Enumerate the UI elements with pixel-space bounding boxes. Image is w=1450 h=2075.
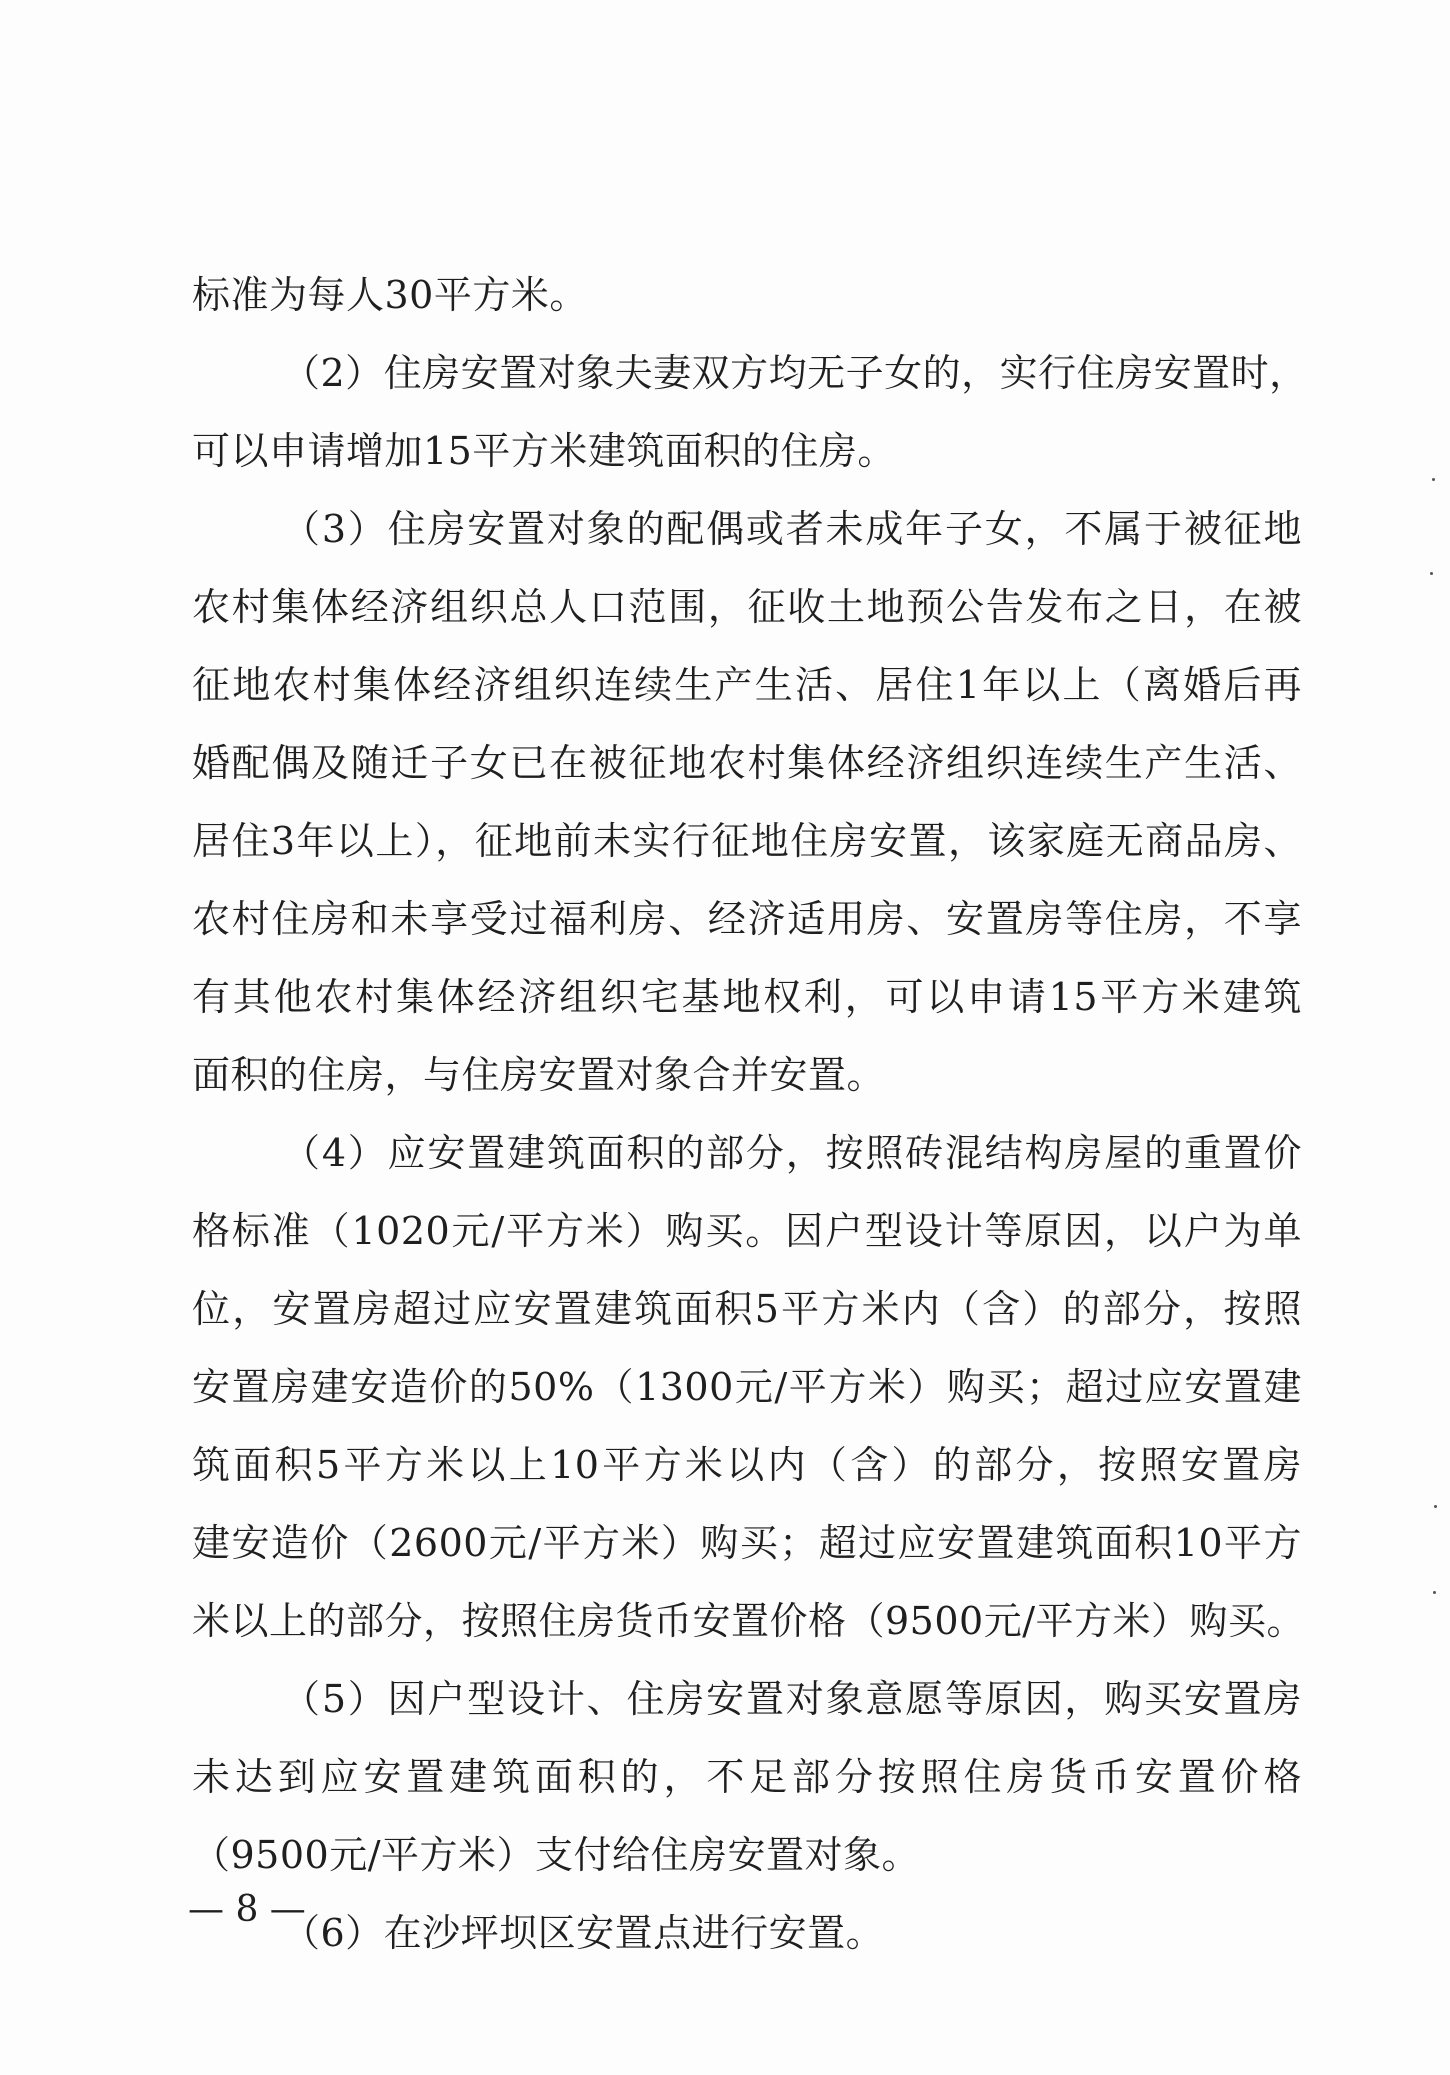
scan-speck [1434,1505,1437,1508]
page-number: — 8 — [188,1889,306,1930]
text-line: （6）在沙坪坝区安置点进行安置。 [282,1911,885,1955]
text-line: 征地农村集体经济组织连续生产生活、居住1年以上（离婚后再 [192,663,1302,707]
text-line: （9500元/平方米）支付给住房安置对象。 [192,1833,921,1877]
scan-speck [1433,1591,1436,1594]
scan-speck [1430,572,1433,575]
text-line: 农村集体经济组织总人口范围，征收土地预公告发布之日，在被 [192,585,1302,629]
text-line: 筑面积5平方米以上10平方米以内（含）的部分，按照安置房 [192,1443,1302,1487]
body-text [192,262,1308,1978]
text-line: 建安造价（2600元/平方米）购买；超过应安置建筑面积10平方 [192,1521,1302,1565]
text-line: （5）因户型设计、住房安置对象意愿等原因，购买安置房 [282,1677,1302,1721]
text-line: 位，安置房超过应安置建筑面积5平方米内（含）的部分，按照 [192,1287,1302,1331]
scan-speck [1432,478,1435,481]
text-line: 有其他农村集体经济组织宅基地权利，可以申请15平方米建筑 [192,975,1302,1019]
text-line: 安置房建安造价的50%（1300元/平方米）购买；超过应安置建 [192,1365,1302,1409]
text-line: 可以申请增加15平方米建筑面积的住房。 [192,429,896,473]
text-line: 居住3年以上），征地前未实行征地住房安置，该家庭无商品房、 [192,819,1302,863]
text-line: 未达到应安置建筑面积的，不足部分按照住房货币安置价格 [192,1755,1302,1799]
text-line: 面积的住房，与住房安置对象合并安置。 [192,1053,886,1097]
text-line: （3）住房安置对象的配偶或者未成年子女，不属于被征地 [282,507,1302,551]
text-line: 格标准（1020元/平方米）购买。因户型设计等原因，以户为单 [192,1209,1302,1253]
text-line: （4）应安置建筑面积的部分，按照砖混结构房屋的重置价 [282,1131,1302,1175]
text-line: 婚配偶及随迁子女已在被征地农村集体经济组织连续生产生活、 [192,741,1302,785]
text-line: 农村住房和未享受过福利房、经济适用房、安置房等住房，不享 [192,897,1302,941]
text-line: 米以上的部分，按照住房货币安置价格（9500元/平方米）购买。 [192,1599,1306,1643]
text-line: 标准为每人30平方米。 [192,273,588,317]
text-line: （2）住房安置对象夫妻双方均无子女的，实行住房安置时， [282,351,1308,395]
